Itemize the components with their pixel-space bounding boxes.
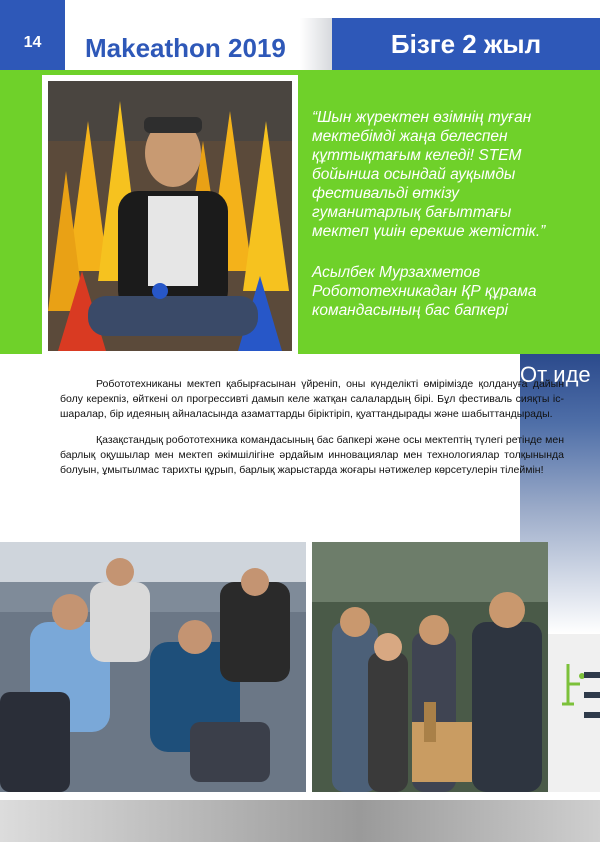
portrait-illustration — [48, 81, 292, 351]
portrait-photo — [48, 81, 292, 351]
page-footer — [0, 800, 600, 842]
quote-author: Асылбек Мурзахметов Робототехникадан ҚР құрама командасының бас бапкері — [312, 264, 537, 319]
body-paragraph-1: Робототехниканы мектеп қабырғасынан үйреніп, оны күнделікті өмірімізде қолдануға дайын болу керекпіз, өйткені ол прогрессивті дамып келе жатқан салалардың бірі. Бұл фестиваль сияқты іс-шаралар, бір идеяның айналасында азаматтарды біріктіріп, қуаттандырады және шабыттандырады. — [60, 378, 564, 420]
header-gradient-divider — [300, 18, 332, 70]
quote-text: “Шын жүректен өзімнің туған мектебімді жаңа белеспен құттықтағым келеді! STEM бойынша осындай ауқымды фестивальді өткізу гуманитарлық бағыттағы мектеп үшін ерекше жетістік.” — [312, 109, 546, 240]
team-photo-hall — [0, 542, 306, 792]
page-number: 14 — [0, 0, 65, 70]
page-title: Makeathon 2019 — [85, 33, 286, 63]
team-photo-hall-illustration — [0, 542, 306, 792]
portrait-photo-frame — [42, 75, 298, 357]
sponsor-banner — [548, 634, 600, 792]
sidebar-fragment-text: От иде — [520, 362, 591, 387]
sponsor-logo-icon — [548, 634, 600, 792]
body-paragraph-2: Қазақстандық робототехника командасының бас бапкері және осы мектептің түлегі ретінде мен барлық оқушылар мен мектеп әкімшілігіне әрдайым инновациялар мен технологиялар толқынында болуын, ұмытылмас тарихты құрып, барлық жарыстарда жоғары нәтижелер көрсетулерін тілеймін! — [60, 434, 564, 476]
article-body — [60, 377, 564, 489]
team-photo-robot — [312, 542, 548, 792]
section-title: Бізге 2 жыл — [332, 18, 600, 70]
team-photo-robot-illustration — [312, 542, 548, 792]
